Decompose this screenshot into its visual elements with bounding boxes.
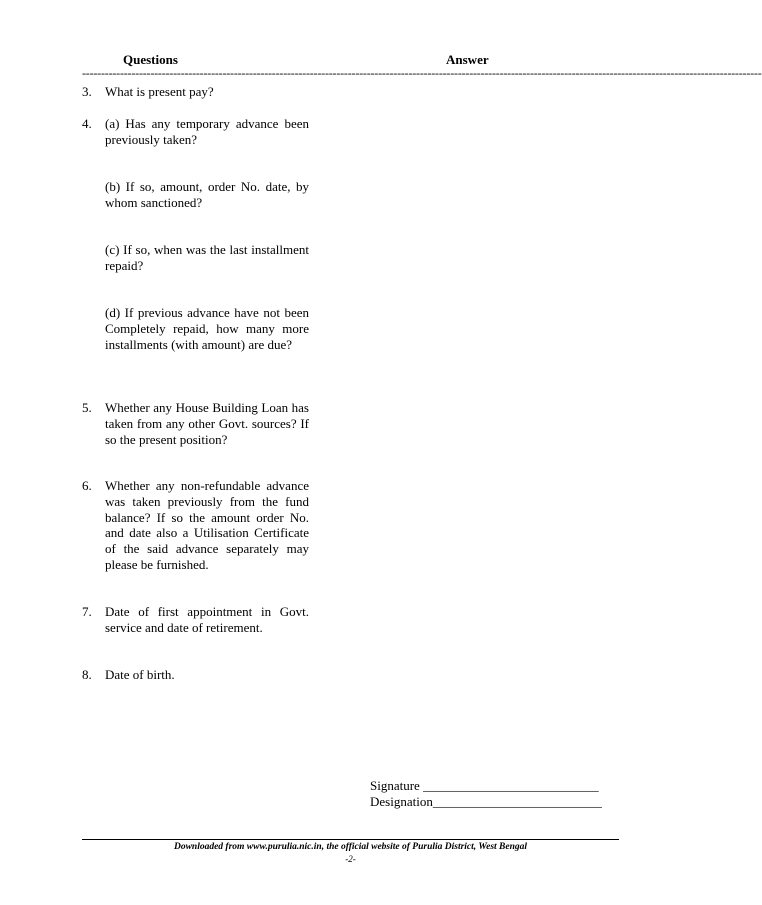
question-number: 3. [82, 84, 92, 99]
question-number: 4. [82, 116, 92, 131]
question-number: 8. [82, 667, 92, 682]
question-text: (a) Has any temporary advance been previously taken? [105, 116, 309, 147]
question-number: 7. [82, 604, 92, 619]
question-number: 5. [82, 400, 92, 415]
page-number: -2- [345, 854, 356, 864]
footer-rule [82, 839, 619, 840]
question-number: 6. [82, 478, 92, 493]
question-text: Whether any House Building Loan has taken from any other Govt. sources? If so the present position? [105, 400, 309, 447]
question-text: Date of first appointment in Govt. service and date of retirement. [105, 604, 309, 635]
designation-line: Designation__________________________ [370, 794, 602, 809]
question-text: (c) If so, when was the last installment repaid? [105, 242, 309, 273]
question-text: (d) If previous advance have not been Completely repaid, how many more installments (with amount) are due? [105, 305, 309, 352]
dashed-divider: ----------------------------------------------------------------------------------------------------------------------------------------------------------------------------------- [82, 66, 762, 80]
footer-source-text: Downloaded from www.purulia.nic.in, the official website of Purulia District, West Bengal [173, 842, 528, 852]
signature-line: Signature ___________________________ [370, 778, 599, 793]
question-text: Whether any non-refundable advance was taken previously from the fund balance? If so the amount order No. and date also a Utilisation Certificate of the said advance separately may please be furnished. [105, 478, 309, 572]
question-text: Date of birth. [105, 667, 175, 682]
question-text: (b) If so, amount, order No. date, by whom sanctioned? [105, 179, 309, 210]
column-header-answer: Answer [446, 52, 489, 67]
column-header-questions: Questions [123, 52, 178, 67]
question-text: What is present pay? [105, 84, 214, 99]
